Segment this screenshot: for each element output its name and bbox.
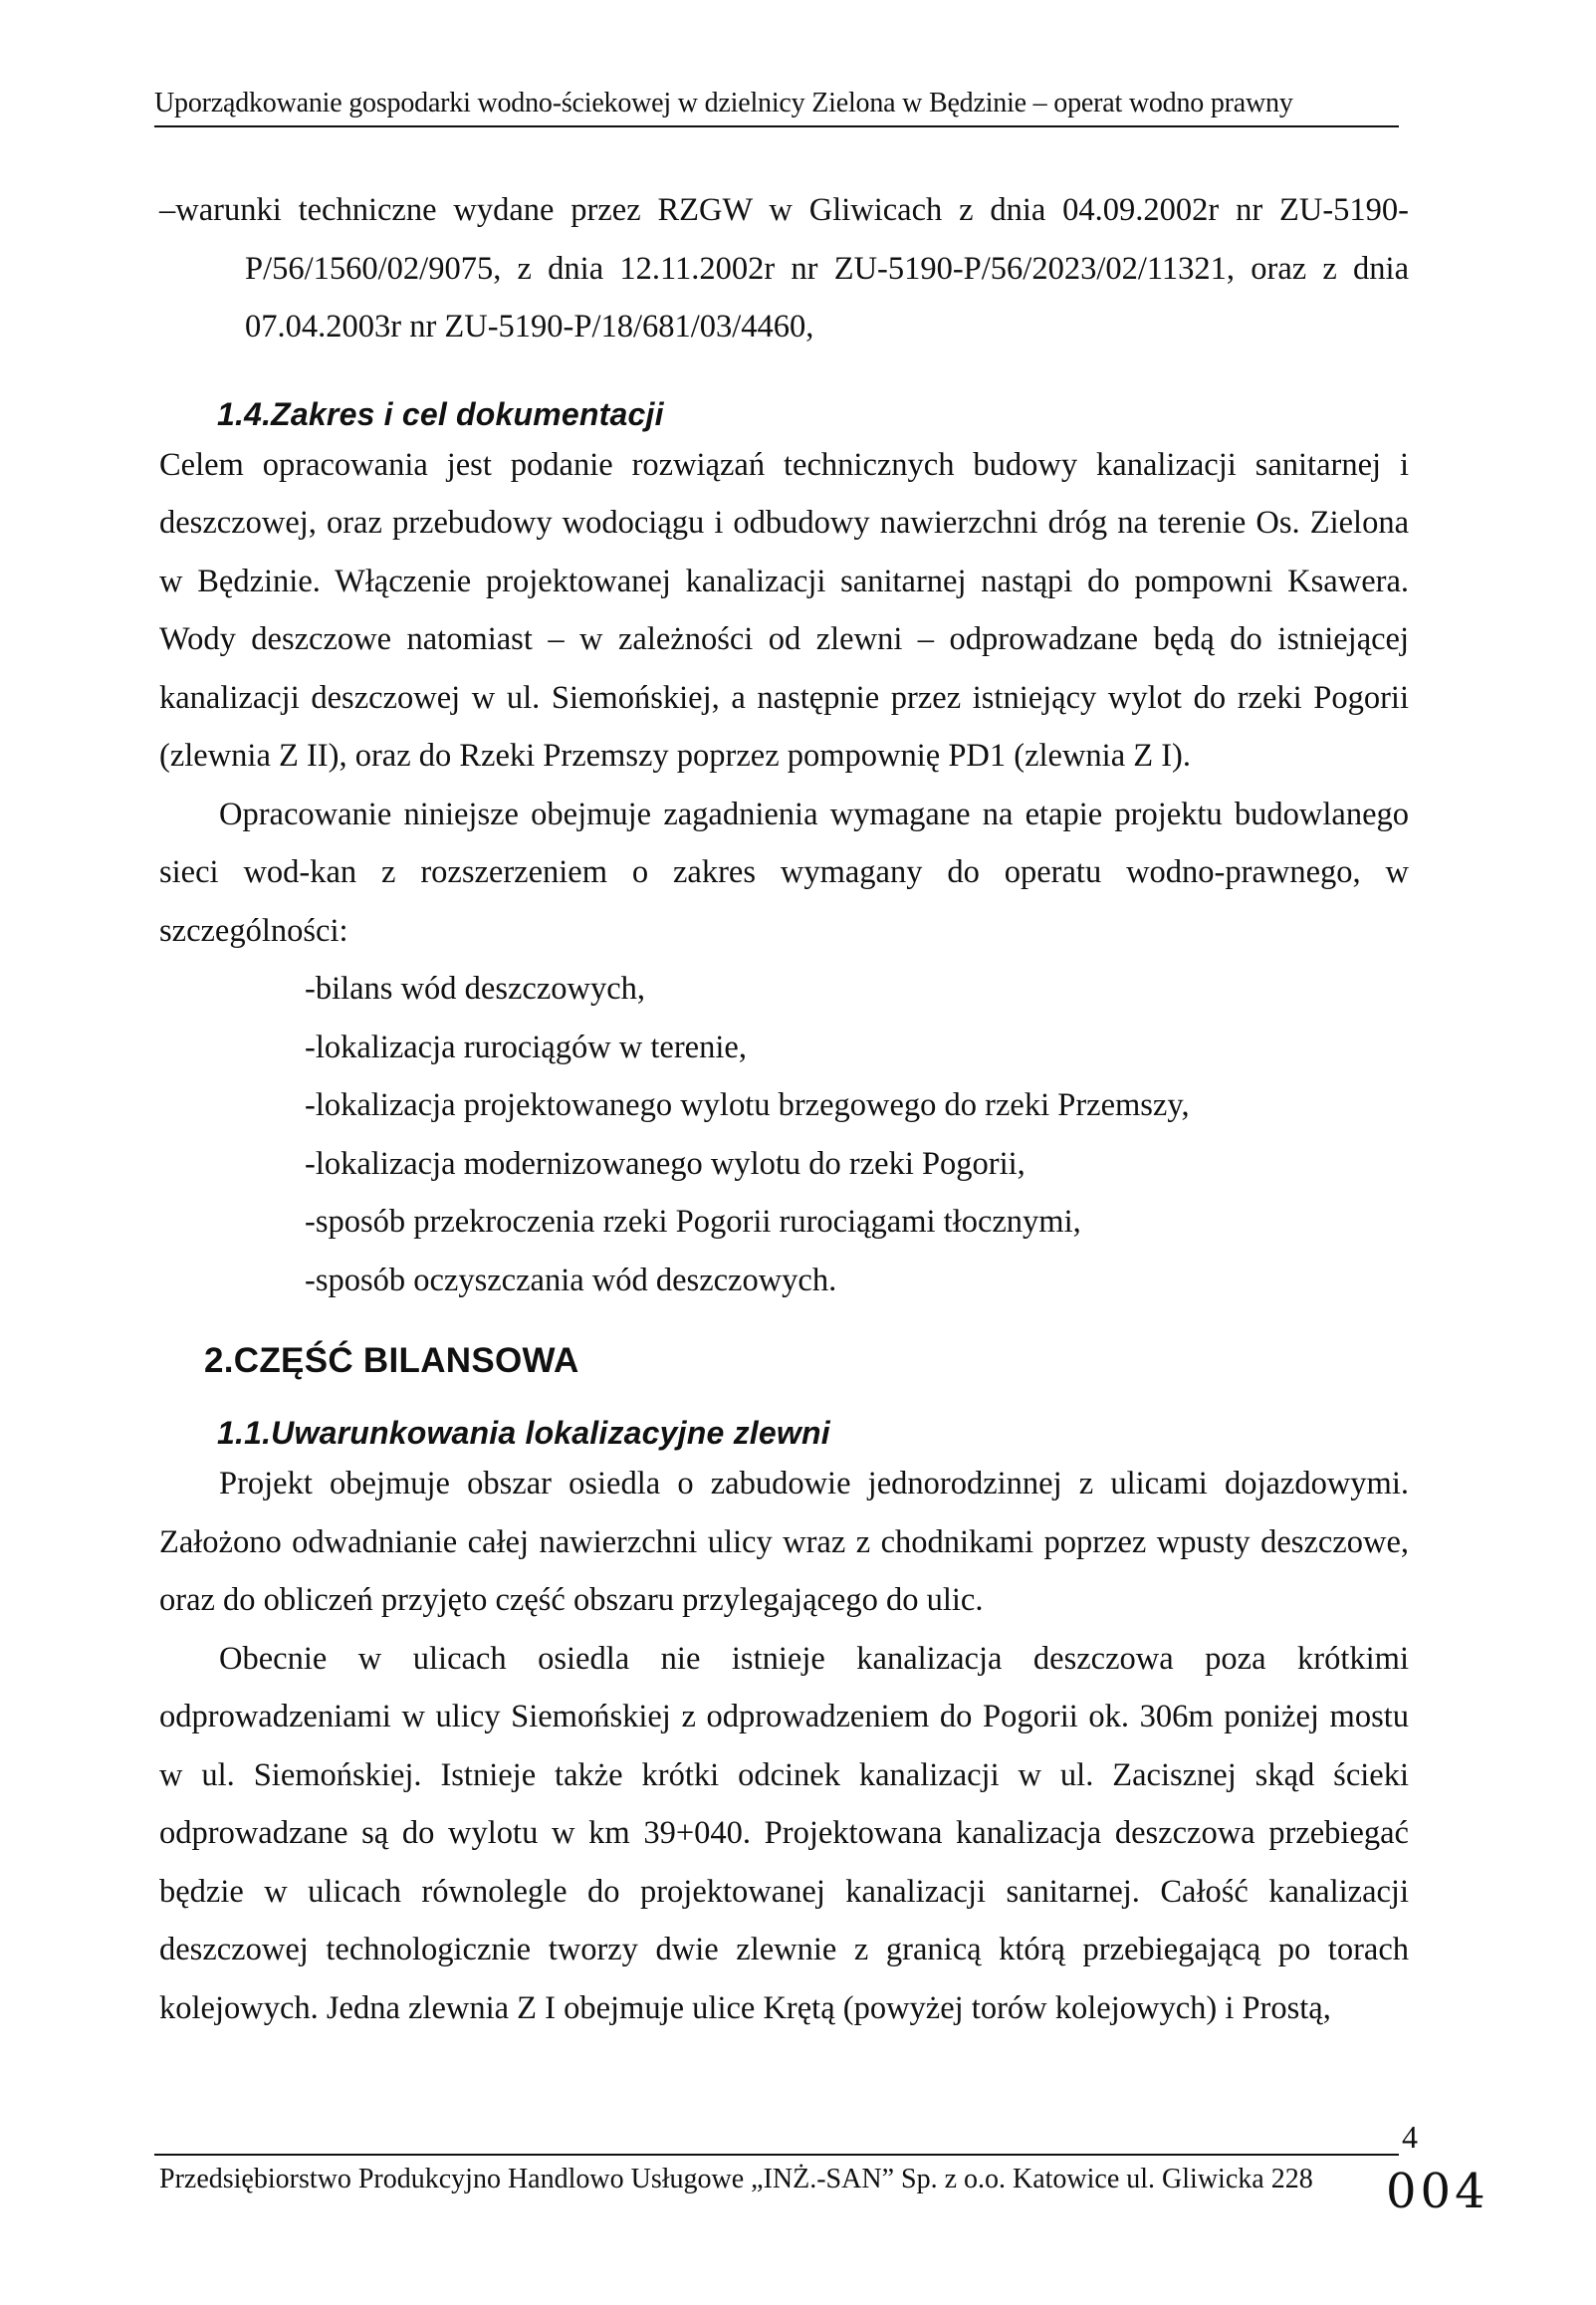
scope-list — [159, 960, 1409, 1309]
page-stamp: 004 — [1386, 2164, 1489, 2219]
section-heading-1-4: 1.4.Zakres i cel dokumentacji — [217, 395, 664, 432]
running-header: Uporządkowanie gospodarki wodno-ściekowej w dzielnicy Zielona w Będzinie – operat wodno prawny — [154, 88, 1293, 118]
page-body — [159, 181, 1409, 2037]
list-item: -lokalizacja modernizowanego wylotu do rzeki Pogorii, — [305, 1145, 1026, 1182]
list-item: -lokalizacja projektowanego wylotu brzegowego do rzeki Przemszy, — [305, 1087, 1190, 1123]
footer-company: Przedsiębiorstwo Produkcyjno Handlowo Usługowe „INŻ.-SAN” Sp. z o.o. Katowice ul. Gliwicka 228 — [159, 2164, 1313, 2194]
footer-divider — [154, 2154, 1399, 2156]
list-item: -bilans wód deszczowych, — [305, 971, 646, 1007]
header-divider — [154, 125, 1399, 127]
list-item: -sposób przekroczenia rzeki Pogorii rurociągami tłocznymi, — [305, 1204, 1081, 1240]
list-item: -sposób oczyszczania wód deszczowych. — [305, 1262, 837, 1298]
section-1-1-paragraph-2: Obecnie w ulicach osiedla nie istnieje kanalizacja deszczowa poza krótkimi odprowadzeniami w ulicy Siemońskiej z odprowadzeniem do Pogorii ok. 306m poniżej mostu w ul. Siemońskiej. Istnieje także krótki odcinek kanalizacji w ul. Zacisznej skąd ścieki odprowadzane są do wylotu w km 39+040. Projektowana kanalizacja deszczowa przebiegać będzie w ulicach równolegle do projektowanej kanalizacji sanitarnej. Całość kanalizacji deszczowej technologicznie tworzy dwie zlewnie z granicą którą przebiegającą po torach kolejowych. Jedna zlewnia Z I obejmuje ulice Krętą (powyżej torów kolejowych) i Prostą, — [159, 1640, 1409, 2026]
spacer — [159, 356, 1409, 392]
section-heading-2: 2.CZĘŚĆ BILANSOWA — [204, 1341, 579, 1380]
section-1-4-paragraph-2: Opracowanie niniejsze obejmuje zagadnienia wymagane na etapie projektu budowlanego sieci wod-kan z rozszerzeniem o zakres wymagany do operatu wodno-prawnego, w szczególności: — [159, 796, 1409, 949]
section-1-1-paragraph-1: Projekt obejmuje obszar osiedla o zabudowie jednorodzinnej z ulicami dojazdowymi. Założono odwadnianie całej nawierzchni ulicy wraz z chodnikami poprzez wpusty deszczowe, oraz do obliczeń przyjęto część obszaru przylegającego do ulic. — [159, 1466, 1409, 1618]
technical-conditions-item: –warunki techniczne wydane przez RZGW w Gliwicach z dnia 04.09.2002r nr ZU-5190-P/56/1560/02/9075, z dnia 12.11.2002r nr ZU-5190-P/56/2023/02/11321, oraz z dnia 07.04.2003r nr ZU-5190-P/18/681/03/4460, — [159, 192, 1409, 345]
spacer — [159, 1309, 1409, 1339]
list-item: -lokalizacja rurociągów w terenie, — [305, 1029, 747, 1065]
section-heading-1-1: 1.1.Uwarunkowania lokalizacyjne zlewni — [217, 1415, 830, 1451]
page-number: 4 — [1402, 2119, 1418, 2155]
section-1-4-paragraph-1: Celem opracowania jest podanie rozwiązań technicznych budowy kanalizacji sanitarnej i deszczowej, oraz przebudowy wodociągu i odbudowy nawierzchni dróg na terenie Os. Zielona w Będzinie. Włączenie projektowanej kanalizacji sanitarnej nastąpi do pompowni Ksawera. Wody deszczowe natomiast – w zależności od zlewni – odprowadzane będą do istniejącej kanalizacji deszczowej w ul. Siemońskiej, a następnie przez istniejący wylot do rzeki Pogorii (zlewnia Z II), oraz do Rzeki Przemszy poprzez pompownię PD1 (zlewnia Z I). — [159, 446, 1409, 774]
